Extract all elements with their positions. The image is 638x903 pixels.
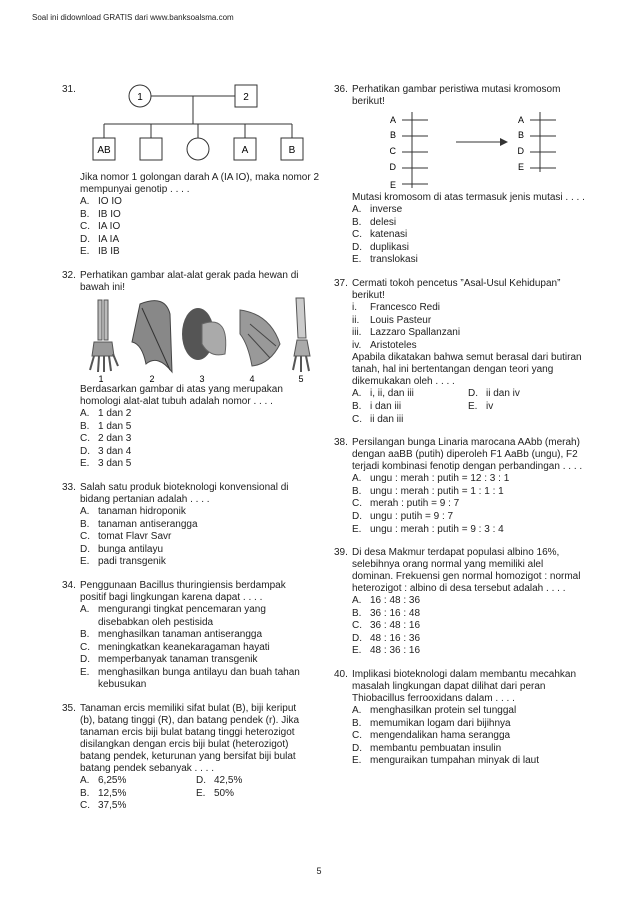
option[interactable]: E. menguraikan tumpahan minyak di laut bbox=[352, 755, 539, 767]
question-text-2: Apabila dikatakan bahwa semut berasal dari butiran tanah, hal ini bertentangan dengan teori yang dikemukakan oleh . . . . bbox=[352, 352, 582, 388]
option[interactable]: C. 36 : 48 : 16 bbox=[352, 620, 421, 632]
limb-bones-figure bbox=[80, 294, 320, 384]
option[interactable]: A. ungu : merah : putih = 12 : 3 : 1 bbox=[352, 473, 510, 485]
question-text: Di desa Makmur terdapat populasi albino 16%, selebihnya orang normal yang memiliki alel dominan. Frekuensi gen normal homozigot : normal heterozigot : albino di desa tersebut adalah . . . . bbox=[352, 547, 581, 595]
question-text: Salah satu produk bioteknologi konvensional di bidang pertanian adalah . . . . bbox=[80, 481, 289, 505]
option[interactable]: A. 1 dan 2 bbox=[80, 407, 132, 419]
options-list bbox=[352, 204, 592, 267]
options-grid bbox=[352, 388, 584, 426]
option[interactable]: B. IB IO bbox=[80, 208, 121, 220]
option[interactable]: D. bunga antilayu bbox=[80, 543, 164, 555]
option[interactable]: D. ungu : putih = 9 : 7 bbox=[352, 510, 454, 522]
question-number: 31. bbox=[62, 84, 76, 95]
pedigree-parent-2: 2 bbox=[243, 92, 249, 103]
option[interactable]: D. memperbanyak tanaman transgenik bbox=[80, 654, 258, 666]
option[interactable]: E. ungu : merah : putih = 9 : 3 : 4 bbox=[352, 523, 504, 535]
option[interactable]: E. IB IB bbox=[80, 246, 120, 258]
options-list bbox=[80, 408, 320, 471]
question-40 bbox=[334, 669, 584, 768]
question-number: 32. bbox=[62, 269, 76, 281]
question-text-2: Berdasarkan gambar di atas yang merupakan homologi alat-alat tubuh adalah nomor . . . . bbox=[80, 383, 283, 407]
list-item: i. Francesco Redi bbox=[352, 301, 441, 313]
question-number: 37. bbox=[334, 277, 348, 289]
option[interactable]: B. 36 : 16 : 48 bbox=[352, 607, 421, 619]
mammal-limb-icon bbox=[293, 298, 310, 372]
option[interactable]: E. 3 dan 5 bbox=[80, 458, 132, 470]
question-number: 33. bbox=[62, 481, 76, 493]
arrow-right-icon bbox=[500, 138, 508, 146]
question-number: 36. bbox=[334, 84, 348, 95]
option[interactable]: E. translokasi bbox=[352, 254, 418, 266]
chromosome-mutation-diagram bbox=[352, 108, 592, 192]
question-text: Persilangan bunga Linaria marocana AAbb (merah) dengan aaBB (putih) diperoleh F1 AaBb (ungu), F2 terjadi kombinasi fenotip dengan perbandingan . . . . bbox=[352, 437, 583, 473]
gene-label-left: C bbox=[389, 146, 396, 156]
pedigree-child-1: AB bbox=[97, 145, 111, 156]
option[interactable]: C. ii dan iii bbox=[352, 413, 404, 425]
bat-wing-icon bbox=[132, 301, 172, 372]
figures-list bbox=[352, 302, 584, 352]
question-text-2: Mutasi kromosom di atas termasuk jenis mutasi . . . . bbox=[352, 192, 585, 203]
question-text: Perhatikan gambar alat-alat gerak pada hewan di bawah ini! bbox=[80, 269, 299, 293]
option[interactable]: C. mengendalikan hama serangga bbox=[352, 730, 511, 742]
list-item: ii. Louis Pasteur bbox=[352, 314, 432, 326]
option[interactable]: B. i dan iii bbox=[352, 400, 402, 412]
gene-label-right: B bbox=[517, 130, 524, 140]
figure-label-4: 4 bbox=[249, 373, 255, 384]
gene-label-left: A bbox=[389, 115, 396, 125]
option[interactable]: D. 3 dan 4 bbox=[80, 445, 132, 457]
option[interactable]: E. padi transgenik bbox=[80, 556, 166, 568]
option[interactable]: E. iv bbox=[468, 400, 494, 412]
question-number: 35. bbox=[62, 703, 76, 715]
question-35 bbox=[62, 703, 312, 813]
option[interactable]: C. 37,5% bbox=[80, 800, 127, 812]
options-list bbox=[80, 506, 312, 569]
options-list bbox=[352, 595, 584, 658]
bird-wing-icon bbox=[240, 310, 280, 366]
gene-label-right: E bbox=[517, 162, 524, 172]
option[interactable]: E. 48 : 36 : 16 bbox=[352, 645, 421, 657]
page-header: Soal ini didownload GRATIS dari www.banksoalsma.com bbox=[32, 13, 234, 22]
option[interactable]: E. menghasilkan bunga antilayu dan buah tahan kebusukan bbox=[80, 666, 300, 691]
question-number: 34. bbox=[62, 579, 76, 591]
page-number: 5 bbox=[316, 866, 322, 876]
option[interactable]: D. duplikasi bbox=[352, 241, 409, 253]
list-item: iv. Aristoteles bbox=[352, 339, 417, 351]
options-grid bbox=[80, 775, 312, 813]
option[interactable]: B. 1 dan 5 bbox=[80, 420, 132, 432]
figure-label-1: 1 bbox=[98, 373, 104, 384]
human-arm-icon bbox=[90, 300, 118, 372]
option[interactable]: A. menghasilkan protein sel tunggal bbox=[352, 705, 517, 717]
options-list bbox=[352, 705, 584, 768]
right-column bbox=[334, 84, 584, 779]
option[interactable]: D. IA IA bbox=[80, 233, 120, 245]
question-number: 39. bbox=[334, 547, 348, 559]
pedigree-child-5: B bbox=[288, 145, 296, 156]
pedigree-child-4: A bbox=[241, 145, 249, 156]
option[interactable]: B. menghasilkan tanaman antiserangga bbox=[80, 629, 262, 641]
gene-label-right: D bbox=[517, 146, 524, 156]
figure-label-2: 2 bbox=[149, 373, 155, 384]
option[interactable]: C. merah : putih = 9 : 7 bbox=[352, 498, 460, 510]
option[interactable]: A. 16 : 48 : 36 bbox=[352, 595, 421, 607]
gene-label-left: D bbox=[389, 162, 396, 172]
question-text: Penggunaan Bacillus thuringiensis berdampak positif bagi lingkungan karena dapat . . . . bbox=[80, 579, 286, 603]
question-text: Cermati tokoh pencetus ”Asal-Usul Kehidupan” berikut! bbox=[352, 277, 561, 301]
option[interactable]: C. IA IO bbox=[80, 221, 121, 233]
question-33 bbox=[62, 482, 312, 569]
question-text: Implikasi bioteknologi dalam membantu mecahkan masalah lingkungan dapat dilihat dari peran Thiobacillus ferrooxidans dalam . . . . bbox=[352, 669, 577, 705]
options-list bbox=[352, 473, 584, 536]
figure-label-3: 3 bbox=[199, 373, 205, 384]
question-36 bbox=[334, 84, 584, 267]
left-column bbox=[62, 84, 320, 824]
option[interactable]: E. 50% bbox=[196, 787, 235, 799]
options-list bbox=[80, 604, 312, 692]
option[interactable]: D. ii dan iv bbox=[468, 388, 520, 400]
question-number: 40. bbox=[334, 669, 348, 681]
options-list bbox=[80, 196, 320, 259]
option[interactable]: B. tanaman antiserangga bbox=[80, 518, 198, 530]
option[interactable]: B. 12,5% bbox=[80, 787, 127, 799]
option[interactable]: C. meningkatkan keanekaragaman hayati bbox=[80, 641, 270, 653]
question-text: Jika nomor 1 golongan darah A (IA IO), maka nomor 2 mempunyai genotip . . . . bbox=[80, 172, 320, 195]
question-31 bbox=[62, 84, 320, 259]
question-37 bbox=[334, 278, 584, 426]
option[interactable]: D. 42,5% bbox=[196, 775, 243, 787]
question-text: Perhatikan gambar peristiwa mutasi kromosom berikut! bbox=[352, 84, 561, 107]
question-39 bbox=[334, 547, 584, 658]
option[interactable]: A. tanaman hidroponik bbox=[80, 505, 186, 517]
option[interactable]: B. ungu : merah : putih = 1 : 1 : 1 bbox=[352, 485, 504, 497]
option[interactable]: D. 48 : 16 : 36 bbox=[352, 632, 421, 644]
question-text: Tanaman ercis memiliki sifat bulat (B), biji keriput (b), batang tinggi (R), dan batang pendek (r). Jika tanaman ercis biji bulat batang tinggi heterozigot disilangkan dengan ercis biji bulat (heterozigot) batang pendek, keturunan yang bersifat biji bulat batang pendek sebanyak . . . . bbox=[80, 703, 300, 775]
question-number: 38. bbox=[334, 437, 348, 449]
option[interactable]: C. 2 dan 3 bbox=[80, 433, 132, 445]
option[interactable]: A. mengurangi tingkat pencemaran yang disebabkan oleh pestisida bbox=[80, 603, 266, 628]
option[interactable]: B. memumikan logam dari bijihnya bbox=[352, 717, 511, 729]
gene-label-left: E bbox=[389, 180, 396, 190]
gene-label-right: A bbox=[517, 115, 524, 125]
option[interactable]: D. membantu pembuatan insulin bbox=[352, 742, 502, 754]
option[interactable]: C. katenasi bbox=[352, 229, 408, 241]
option[interactable]: A. i, ii, dan iii bbox=[352, 388, 414, 400]
pedigree-parent-1: 1 bbox=[137, 92, 143, 103]
list-item: iii. Lazzaro Spallanzani bbox=[352, 327, 461, 339]
figure-label-5: 5 bbox=[298, 373, 304, 384]
question-34 bbox=[62, 580, 312, 692]
question-32 bbox=[62, 270, 312, 471]
pedigree-diagram bbox=[80, 84, 320, 172]
insect-wing-icon bbox=[182, 308, 226, 360]
question-38 bbox=[334, 437, 584, 536]
option[interactable]: C. tomat Flavr Savr bbox=[80, 531, 172, 543]
gene-label-left: B bbox=[389, 130, 396, 140]
option[interactable]: A. IO IO bbox=[80, 196, 122, 207]
option[interactable]: A. 6,25% bbox=[80, 775, 127, 787]
option[interactable]: B. delesi bbox=[352, 216, 397, 228]
option[interactable]: A. inverse bbox=[352, 204, 403, 215]
